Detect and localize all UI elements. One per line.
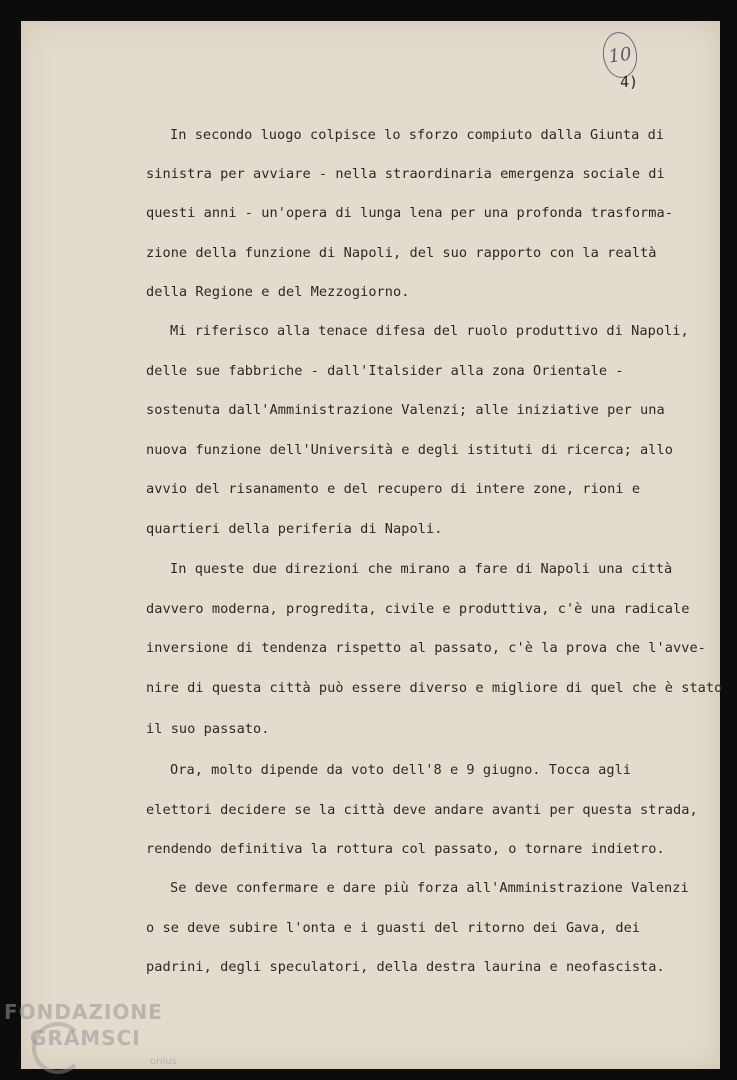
text-line: In secondo luogo colpisce lo sforzo compiuto dalla Giunta di (170, 127, 665, 143)
text-line: quartieri della periferia di Napoli. (146, 521, 443, 537)
text-line: In queste due direzioni che mirano a fare di Napoli una città (170, 561, 673, 577)
text-line: rendendo definitiva la rottura col passato, o tornare indietro. (146, 841, 665, 857)
text-line: davvero moderna, progredita, civile e produttiva, c'è una radicale (146, 601, 690, 617)
text-line: delle sue fabbriche - dall'Italsider alla zona Orientale - (146, 363, 624, 379)
text-line: zione della funzione di Napoli, del suo rapporto con la realtà (146, 245, 657, 261)
text-line: sostenuta dall'Amministrazione Valenzi; alle iniziative per una (146, 402, 665, 418)
page-number: 4) (620, 73, 639, 91)
text-line: il suo passato. (146, 721, 270, 737)
text-line: avvio del risanamento e del recupero di intere zone, rioni e (146, 481, 641, 497)
text-line: della Regione e del Mezzogiorno. (146, 284, 410, 300)
text-line: nire di questa città può essere diverso e migliore di quel che è stato (146, 680, 723, 696)
watermark-sub: onlus (150, 1056, 177, 1067)
watermark-line-2: GRAMSCI (30, 1026, 141, 1050)
text-line: nuova funzione dell'Università e degli istituti di ricerca; allo (146, 442, 673, 458)
text-line: inversione di tendenza rispetto al passato, c'è la prova che l'avve- (146, 640, 706, 656)
text-line: Ora, molto dipende da voto dell'8 e 9 giugno. Tocca agli (170, 762, 632, 778)
text-line: o se deve subire l'onta e i guasti del ritorno dei Gava, dei (146, 920, 641, 936)
text-line: Mi riferisco alla tenace difesa del ruolo produttivo di Napoli, (170, 323, 689, 339)
text-line: Se deve confermare e dare più forza all'Amministrazione Valenzi (170, 880, 689, 896)
archive-page-mark: 10 (600, 30, 640, 80)
text-line: padrini, degli speculatori, della destra laurina e neofascista. (146, 959, 665, 975)
text-line: sinistra per avviare - nella straordinaria emergenza sociale di (146, 166, 665, 182)
fondazione-gramsci-watermark (4, 1000, 204, 1080)
text-line: elettori decidere se la città deve andare avanti per questa strada, (146, 802, 698, 818)
text-line: questi anni - un'opera di lunga lena per una profonda trasforma- (146, 205, 673, 221)
watermark-line-1: FONDAZIONE (4, 1000, 163, 1024)
